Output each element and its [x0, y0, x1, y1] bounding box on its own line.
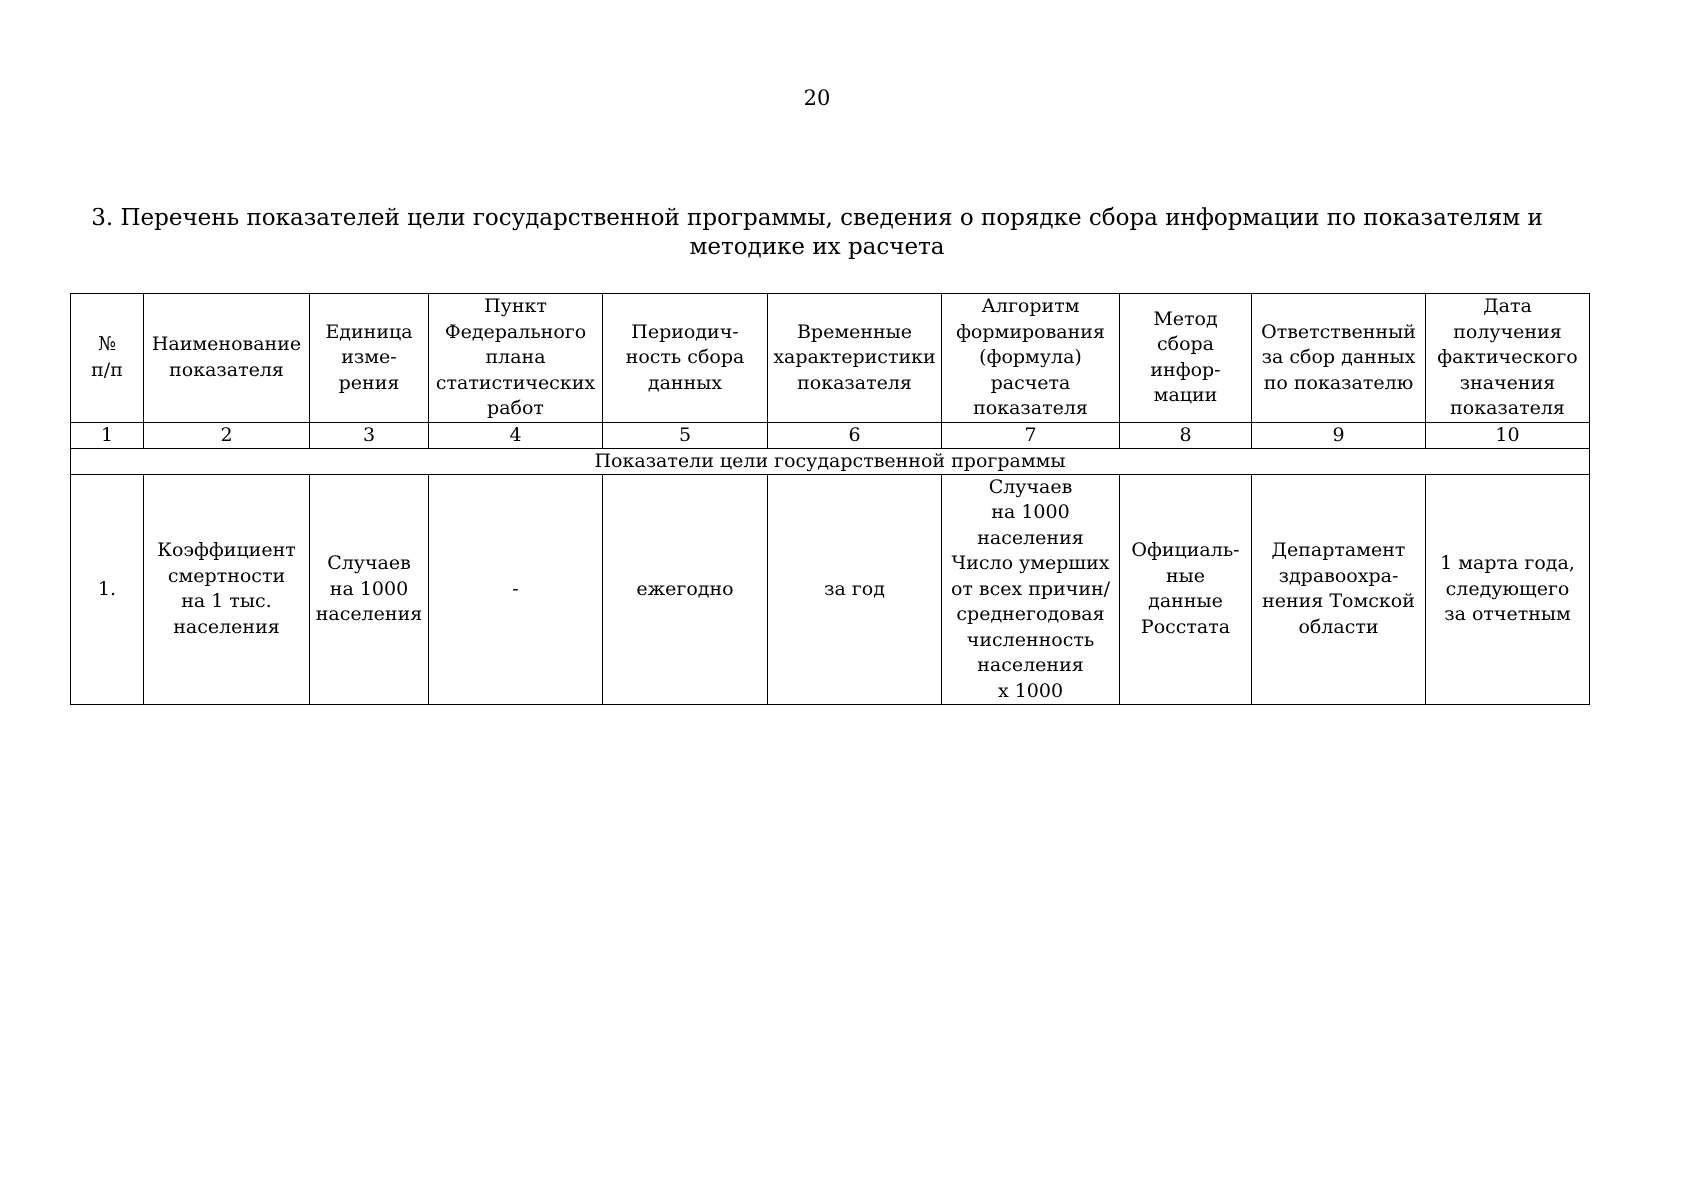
header-cell-periodicity: Периодич- ность сбора данных: [603, 294, 768, 423]
indicators-table: [70, 293, 1590, 705]
cell-plan-item: -: [429, 474, 603, 705]
header-cell-number: № п/п: [71, 294, 144, 423]
column-number-cell: 5: [603, 422, 768, 448]
cell-responsible: Департамент здравоохра- нения Томской области: [1252, 474, 1426, 705]
header-cell-name: Наименование показателя: [144, 294, 310, 423]
column-number-cell: 4: [429, 422, 603, 448]
table-row: [71, 474, 1590, 705]
cell-number: 1.: [71, 474, 144, 705]
header-cell-algorithm: Алгоритм формирования (формула) расчета показателя: [942, 294, 1120, 423]
column-number-cell: 7: [942, 422, 1120, 448]
column-number-cell: 3: [310, 422, 429, 448]
header-cell-plan-item: Пункт Федерального плана статистических работ: [429, 294, 603, 423]
column-number-cell: 9: [1252, 422, 1426, 448]
document-title: 3. Перечень показателей цели государственной программы, сведения о порядке сбора информации по показателям и методике их расчета: [91, 205, 1543, 260]
cell-unit: Случаев на 1000 населения: [310, 474, 429, 705]
cell-name: Коэффициент смертности на 1 тыс. населения: [144, 474, 310, 705]
header-row: [71, 294, 1590, 423]
header-cell-responsible: Ответственный за сбор данных по показателю: [1252, 294, 1426, 423]
cell-periodicity: ежегодно: [603, 474, 768, 705]
column-number-cell: 8: [1120, 422, 1252, 448]
column-number-row: [71, 422, 1590, 448]
section-title: Показатели цели государственной программы: [71, 448, 1590, 474]
column-number-cell: 6: [768, 422, 942, 448]
cell-algorithm: Случаев на 1000 населения Число умерших от всех причин/ среднегодовая численность населения х 1000: [942, 474, 1120, 705]
column-number-cell: 10: [1426, 422, 1590, 448]
header-cell-unit: Единица изме- рения: [310, 294, 429, 423]
cell-method: Официаль- ные данные Росстата: [1120, 474, 1252, 705]
header-cell-time-characteristics: Временные характеристики показателя: [768, 294, 942, 423]
cell-date: 1 марта года, следующего за отчетным: [1426, 474, 1590, 705]
cell-time-characteristics: за год: [768, 474, 942, 705]
page-number: 20: [803, 86, 831, 110]
column-number-cell: 2: [144, 422, 310, 448]
header-cell-method: Метод сбора инфор- мации: [1120, 294, 1252, 423]
column-number-cell: 1: [71, 422, 144, 448]
section-row: [71, 448, 1590, 474]
header-cell-date: Дата получения фактического значения показателя: [1426, 294, 1590, 423]
